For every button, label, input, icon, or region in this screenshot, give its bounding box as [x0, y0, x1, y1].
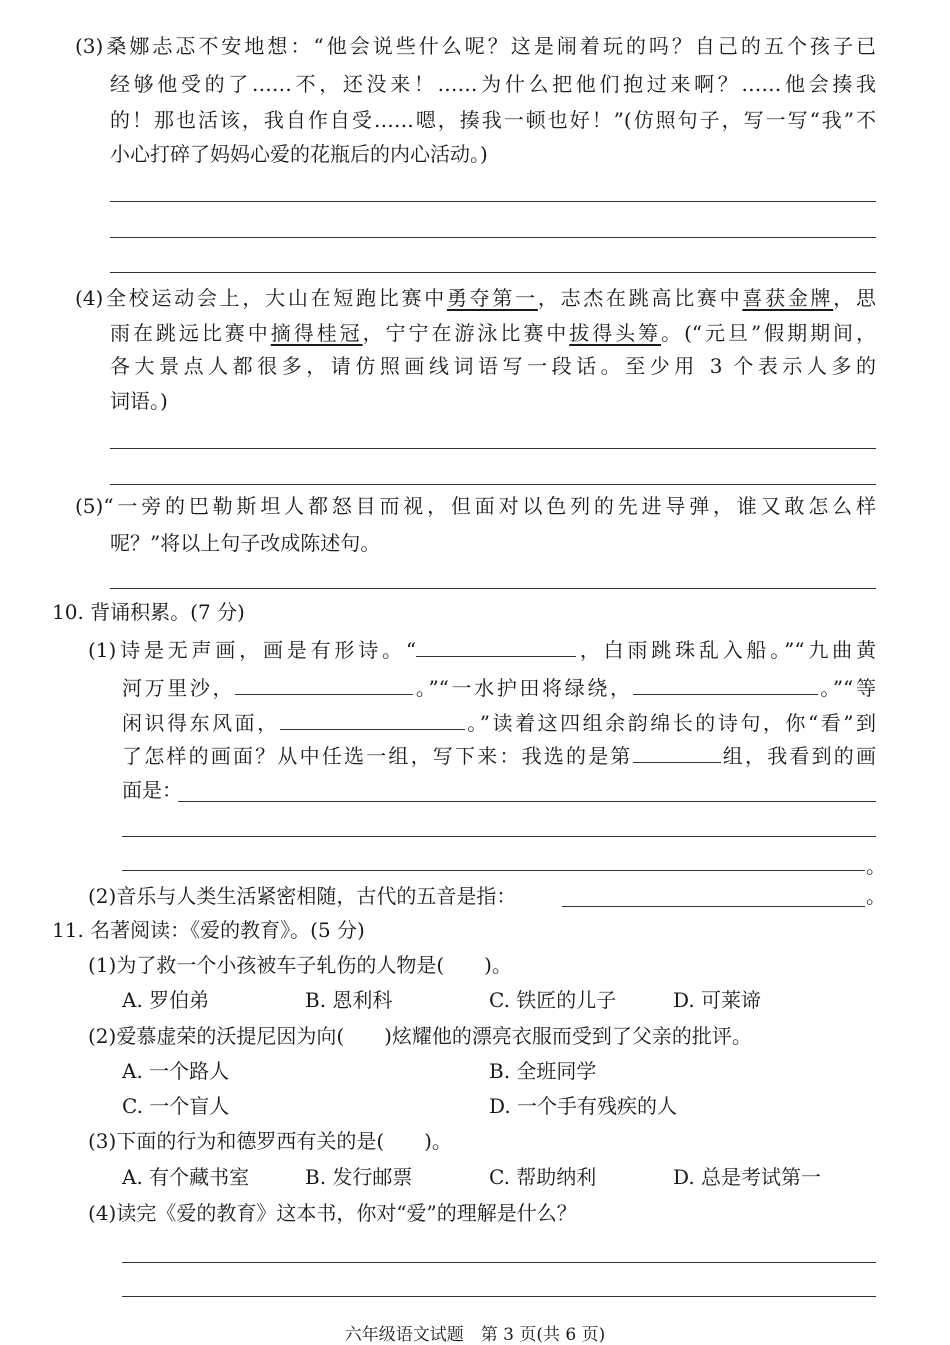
option[interactable]: A. 一个路人 [122, 1059, 230, 1083]
answer-line[interactable] [110, 448, 876, 449]
underlined-word: 拔得头筹 [569, 321, 662, 345]
q9-3-line: (3)桑娜忐忑不安地想：“他会说些什么呢？这是闹着玩的吗？自己的五个孩子已 [75, 34, 876, 58]
answer-line[interactable] [110, 237, 876, 238]
answer-line[interactable] [110, 484, 876, 485]
underlined-word: 摘得桂冠 [270, 321, 363, 345]
q9-5-line: (5)“一旁的巴勒斯坦人都怒目而视，但面对以色列的先进导弹，谁又敢怎么样 [75, 494, 876, 518]
text: 了怎样的画面？从中任选一组，写下来：我选的是第 [122, 744, 633, 768]
option[interactable]: A. 罗伯弟 [122, 988, 210, 1012]
fill-blank[interactable] [416, 636, 576, 657]
q9-3-line: 的！那也活该，我自作自受……嗯，揍我一顿也好！”(仿照句子，写一写“我”不 [110, 108, 876, 132]
fill-blank[interactable] [280, 709, 465, 730]
period: 。 [866, 854, 886, 878]
text: 河万里沙， [122, 676, 236, 700]
q10-1-line [122, 709, 876, 733]
q10-1-line: 面是： [122, 778, 182, 802]
text: 。”读着这四组余韵绵长的诗句，你“看”到 [464, 711, 876, 735]
text: 。”“一水护田将绿绕， [413, 676, 633, 700]
q10-1-line [122, 742, 876, 766]
option[interactable]: B. 全班同学 [489, 1059, 597, 1083]
period: 。 [866, 884, 886, 908]
text: 。(“元旦”假期期间， [661, 321, 877, 345]
option[interactable]: D. 可莱谛 [673, 988, 762, 1012]
q9-3-line: 小心打碎了妈妈心爱的花瓶后的内心活动。) [110, 142, 488, 166]
q11-title: 11. 名著阅读：《爱的教育》。(5 分) [52, 918, 365, 942]
q9-3-line: 经够他受的了……不，还没来！……为什么把他们抱过来啊？……他会揍我 [110, 72, 876, 96]
option[interactable]: B. 恩利科 [305, 988, 393, 1012]
fill-blank[interactable] [235, 674, 413, 695]
q9-4-line [75, 286, 876, 310]
text: ，白雨跳珠乱入船。”“九曲黄 [576, 638, 876, 662]
q10-1-line [88, 636, 876, 660]
answer-line[interactable] [562, 906, 865, 907]
option[interactable]: D. 一个手有残疾的人 [489, 1094, 678, 1118]
q9-4-line: 各大景点人都很多，请仿照画线词语写一段话。至少用 3 个表示人多的 [110, 354, 876, 378]
option[interactable]: A. 有个藏书室 [122, 1165, 250, 1189]
q9-4-line: 词语。) [110, 389, 168, 413]
underlined-word: 喜获金牌 [742, 286, 834, 310]
option[interactable]: D. 总是考试第一 [673, 1165, 822, 1189]
text: ，思 [833, 286, 877, 310]
underlined-word: 勇夺第一 [446, 286, 538, 310]
q11-2-text: (2)爱慕虚荣的沃提尼因为向( )炫耀他的漂亮衣服而受到了父亲的批评。 [88, 1024, 752, 1048]
q11-1-text: (1)为了救一个小孩被车子轧伤的人物是( )。 [88, 953, 512, 977]
text: 雨在跳远比赛中 [110, 321, 271, 345]
answer-line[interactable] [110, 588, 876, 589]
answer-line[interactable] [178, 801, 876, 802]
text: 组，我看到的画 [720, 744, 877, 768]
text: 闲识得东风面， [122, 711, 280, 735]
text: ，宁宁在游泳比赛中 [362, 321, 570, 345]
q11-4-text: (4)读完《爱的教育》这本书，你对“爱”的理解是什么？ [88, 1201, 577, 1225]
answer-line[interactable] [122, 836, 876, 837]
answer-line[interactable] [110, 201, 876, 202]
text: 。”“等 [817, 676, 876, 700]
q10-2-text: (2)音乐与人类生活紧密相随，古代的五音是指： [88, 884, 517, 908]
page-footer: 六年级语文试题 第 3 页(共 6 页) [344, 1325, 606, 1345]
option[interactable]: C. 铁匠的儿子 [489, 988, 617, 1012]
option[interactable]: C. 帮助纳利 [489, 1165, 597, 1189]
text: ，志杰在跳高比赛中 [537, 286, 743, 310]
answer-line[interactable] [110, 272, 876, 273]
q9-5-line: 呢？”将以上句子改成陈述句。 [110, 531, 381, 555]
q10-title: 10. 背诵积累。(7 分) [52, 600, 245, 624]
text: (4)全校运动会上，大山在短跑比赛中 [75, 286, 447, 310]
option[interactable]: C. 一个盲人 [122, 1094, 230, 1118]
fill-blank[interactable] [633, 674, 818, 695]
answer-line[interactable] [122, 1296, 876, 1297]
q9-4-line [110, 321, 876, 345]
q11-3-text: (3)下面的行为和德罗西有关的是( )。 [88, 1129, 452, 1153]
fill-blank[interactable] [633, 742, 721, 763]
text: (1)诗是无声画，画是有形诗。“ [88, 638, 417, 662]
q10-1-line [122, 674, 876, 698]
answer-line[interactable] [122, 870, 865, 871]
option[interactable]: B. 发行邮票 [305, 1165, 413, 1189]
answer-line[interactable] [122, 1262, 876, 1263]
